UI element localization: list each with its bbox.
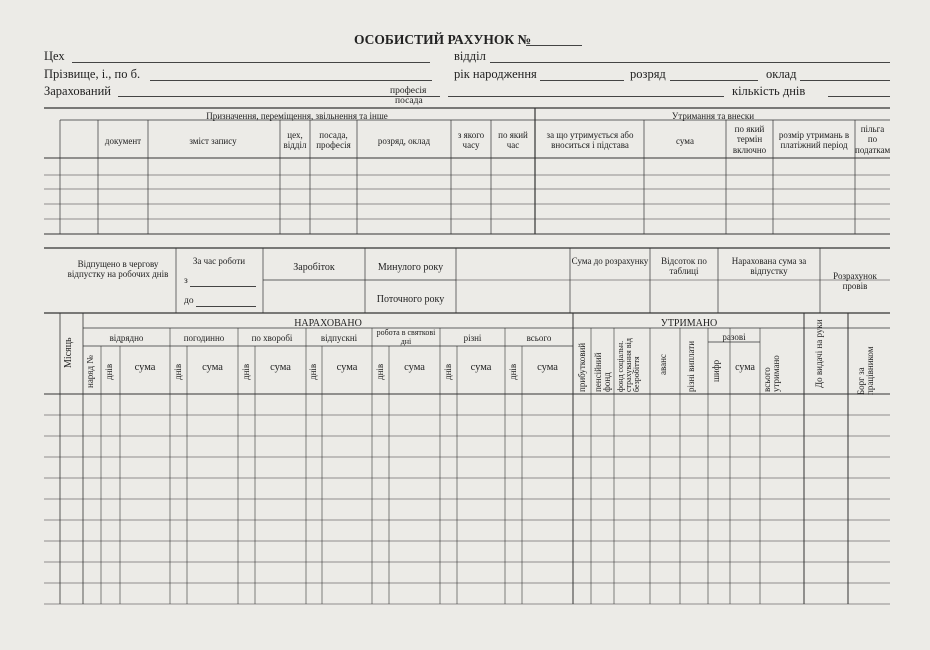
col-borh: Борг за працівником [856, 346, 875, 395]
pib-field[interactable] [150, 80, 432, 81]
col-rozmir: розмір утримань в платіжний період [778, 130, 850, 151]
label-pib: Прізвище, і., по б. [44, 67, 141, 81]
col-misiats: Місяць [63, 337, 74, 368]
label-narakhovana: Нарахована сума за відпустку [731, 256, 807, 277]
label-rozriad: розряд [630, 67, 666, 81]
col-robota-suma: сума [404, 362, 425, 373]
col-pensiinyi: пенсійний фонд [593, 352, 612, 392]
col-dokument: документ [104, 136, 142, 146]
col-po-yakyi-termin: по який термін включно [732, 124, 767, 155]
label-rik: рік народження [454, 67, 537, 81]
col-naryad: наряд № [85, 355, 95, 388]
label-kilkist: кількість днів [732, 84, 806, 98]
col-shyfr: шифр [711, 359, 721, 382]
viddil-field[interactable] [490, 62, 890, 63]
col-avans: аванс [658, 354, 668, 375]
col-po-yakyi: по який час [498, 130, 528, 151]
label-zarakhovanyi: Зарахований [44, 84, 111, 98]
col-posada-profesiia: посада, професія [316, 130, 351, 151]
kilkist-field[interactable] [828, 96, 890, 97]
col-suma-1: сума [676, 136, 694, 146]
col-rizni-vyplaty: різні виплати [686, 340, 696, 392]
rik-field[interactable] [540, 80, 624, 81]
col-fond-sots: фонд соціальн. страхування від безробіття [616, 338, 641, 392]
group-utrymano: УТРИМАНО [660, 318, 718, 329]
col-zmist: зміст запису [189, 136, 237, 146]
rozriad-field[interactable] [670, 80, 758, 81]
sub-pohodynno: погодинно [183, 333, 225, 343]
label-za-chas: За час роботи [192, 256, 246, 266]
account-number-field[interactable] [526, 45, 582, 46]
col-robota-dniv: днів [375, 363, 385, 380]
col-vidriadno-dniv: днів [104, 363, 114, 380]
sub-robota: робота в святкові дні [376, 328, 436, 347]
sub-po-khvorobi: по хворобі [251, 333, 293, 343]
sub-vidriadno: відрядно [109, 333, 144, 343]
do-date-field[interactable] [196, 306, 256, 307]
col-khvorobi-dniv: днів [241, 363, 251, 380]
col-pohodynno-suma: сума [202, 362, 223, 373]
sub-vidpuskni: відпускні [320, 333, 358, 343]
col-vidpuskni-suma: сума [336, 362, 358, 373]
label-do: до [184, 296, 194, 306]
label-viddil: відділ [454, 49, 486, 63]
label-zarobitok: Заробіток [293, 262, 335, 273]
group-utrymannia: Утримання та внески [671, 111, 755, 121]
label-mynuloho: Минулого року [377, 262, 444, 273]
col-do-vydachi: До видачі на руки [814, 319, 824, 388]
col-pohodynno-dniv: днів [173, 363, 183, 380]
form-title: ОСОБИСТИЙ РАХУНОК № [354, 32, 532, 47]
label-vidsotok: Відсоток по таблиці [661, 256, 707, 277]
sub-vsoho: всього [526, 333, 552, 343]
col-vidpuskni-dniv: днів [308, 363, 318, 380]
group-pryznachennia: Призначення, переміщення, звільнення та інше [206, 111, 388, 121]
col-rizni-suma: сума [470, 362, 492, 373]
sub-razovi: разові [722, 332, 746, 342]
label-vidpushcheno: Відпущено в чергову відпустку на робочих днів [67, 259, 169, 280]
label-posada: посада [395, 96, 423, 106]
sub-rizni: різні [463, 333, 482, 343]
posada-field[interactable] [448, 96, 724, 97]
col-tsekh-viddil: цех, відділ [283, 130, 307, 151]
label-z: з [184, 276, 188, 286]
col-prybutkovyi: прибутковий [577, 342, 587, 392]
col-vsoho-utrymano: всього утримано [762, 355, 781, 392]
col-pilha: пільга по податкам [855, 124, 891, 155]
label-potochnoho: Поточного року [376, 294, 445, 305]
zarakhovanyi-field[interactable] [118, 96, 386, 97]
label-profesiia: професія [390, 86, 427, 96]
col-vidriadno-suma: сума [134, 362, 156, 373]
group-narakhovano: НАРАХОВАНО [294, 318, 362, 329]
col-razovi-suma: сума [735, 362, 755, 373]
col-rizni-dniv: днів [443, 363, 453, 380]
col-za-shcho: за що утримується або вноситься і підстава [546, 130, 634, 151]
col-khvorobi-suma: сума [270, 362, 291, 373]
oklad-field[interactable] [800, 80, 890, 81]
label-rozrakhunok: Розрахунок провів [833, 271, 877, 292]
col-vsoho-dniv: днів [508, 363, 518, 380]
label-suma-do: Сума до розрахунку [571, 256, 649, 266]
col-rozriad-oklad: розряд, оклад [377, 136, 431, 146]
col-z-yakoho: з якого часу [457, 130, 485, 151]
label-tsekh: Цех [44, 49, 65, 63]
col-vsoho-suma: сума [537, 362, 558, 373]
tsekh-field[interactable] [72, 62, 430, 63]
label-oklad: оклад [766, 67, 797, 81]
z-date-field[interactable] [190, 286, 256, 287]
